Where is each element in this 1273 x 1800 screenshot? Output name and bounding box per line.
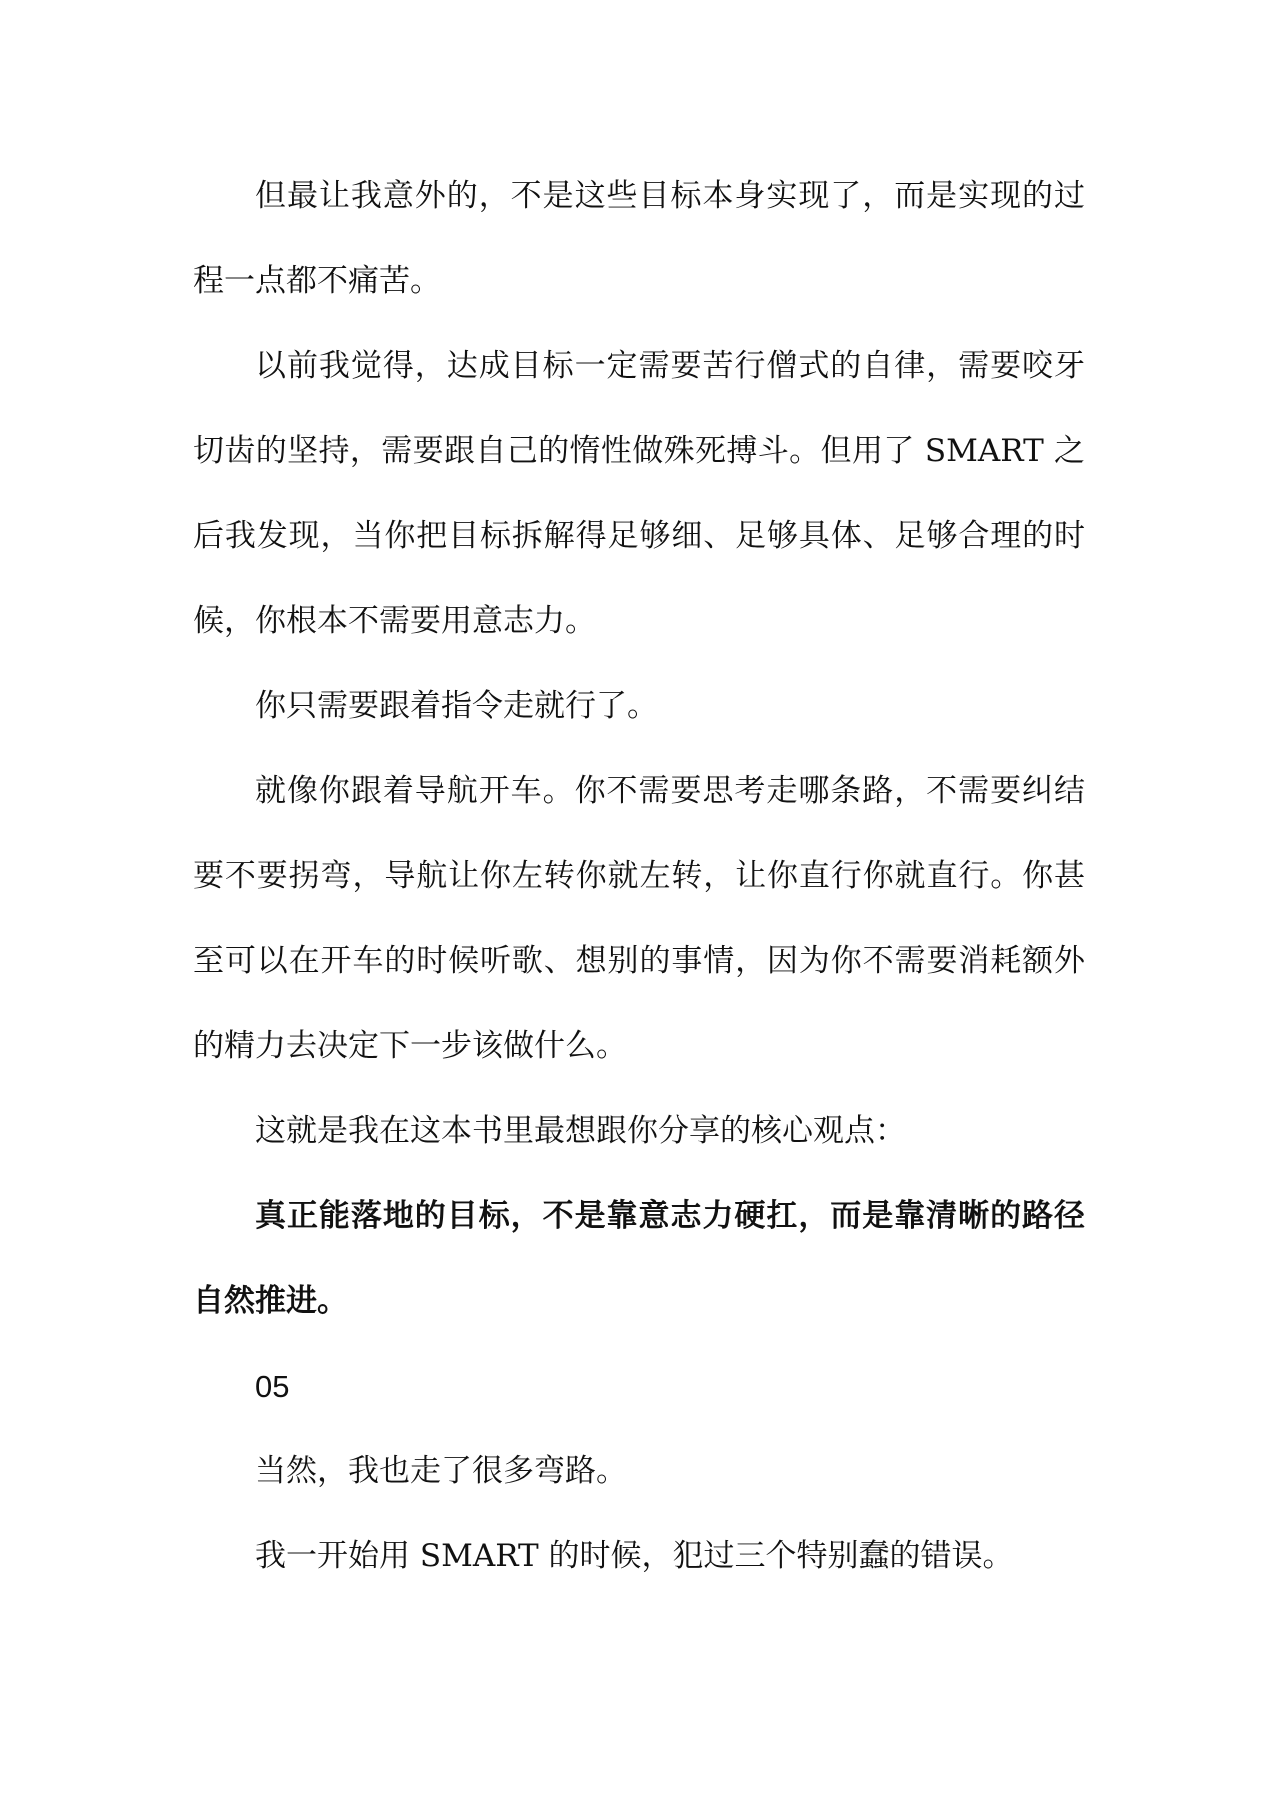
paragraph-willpower: 以前我觉得，达成目标一定需要苦行僧式的自律，需要咬牙切齿的坚持，需要跟自己的惰性做殊死搏斗。但用了 SMART 之后我发现，当你把目标拆解得足够细、足够具体、足够合理的时候，你根本不需要用意志力。 — [193, 348, 1085, 639]
paragraph-core-view-bold: 真正能落地的目标，不是靠意志力硬扛，而是靠清晰的路径自然推进。 — [193, 1198, 1085, 1319]
paragraph-navigation-analogy: 就像你跟着导航开车。你不需要思考走哪条路，不需要纠结要不要拐弯，导航让你左转你就左转，让你直行你就直行。你甚至可以在开车的时候听歌、想别的事情，因为你不需要消耗额外的精力去决定下一步该做什么。 — [193, 773, 1085, 1064]
body-text — [193, 154, 1085, 1599]
section-number: 05 — [255, 1369, 290, 1404]
paragraph-three-mistakes: 我一开始用 SMART 的时候，犯过三个特别蠢的错误。 — [255, 1538, 1014, 1574]
paragraph-core-view-intro: 这就是我在这本书里最想跟你分享的核心观点： — [255, 1113, 906, 1149]
paragraph-unexpected-process: 但最让我意外的，不是这些目标本身实现了，而是实现的过程一点都不痛苦。 — [193, 178, 1085, 299]
paragraph-follow-instructions: 你只需要跟着指令走就行了。 — [255, 688, 658, 724]
paragraph-detours: 当然，我也走了很多弯路。 — [255, 1453, 627, 1489]
